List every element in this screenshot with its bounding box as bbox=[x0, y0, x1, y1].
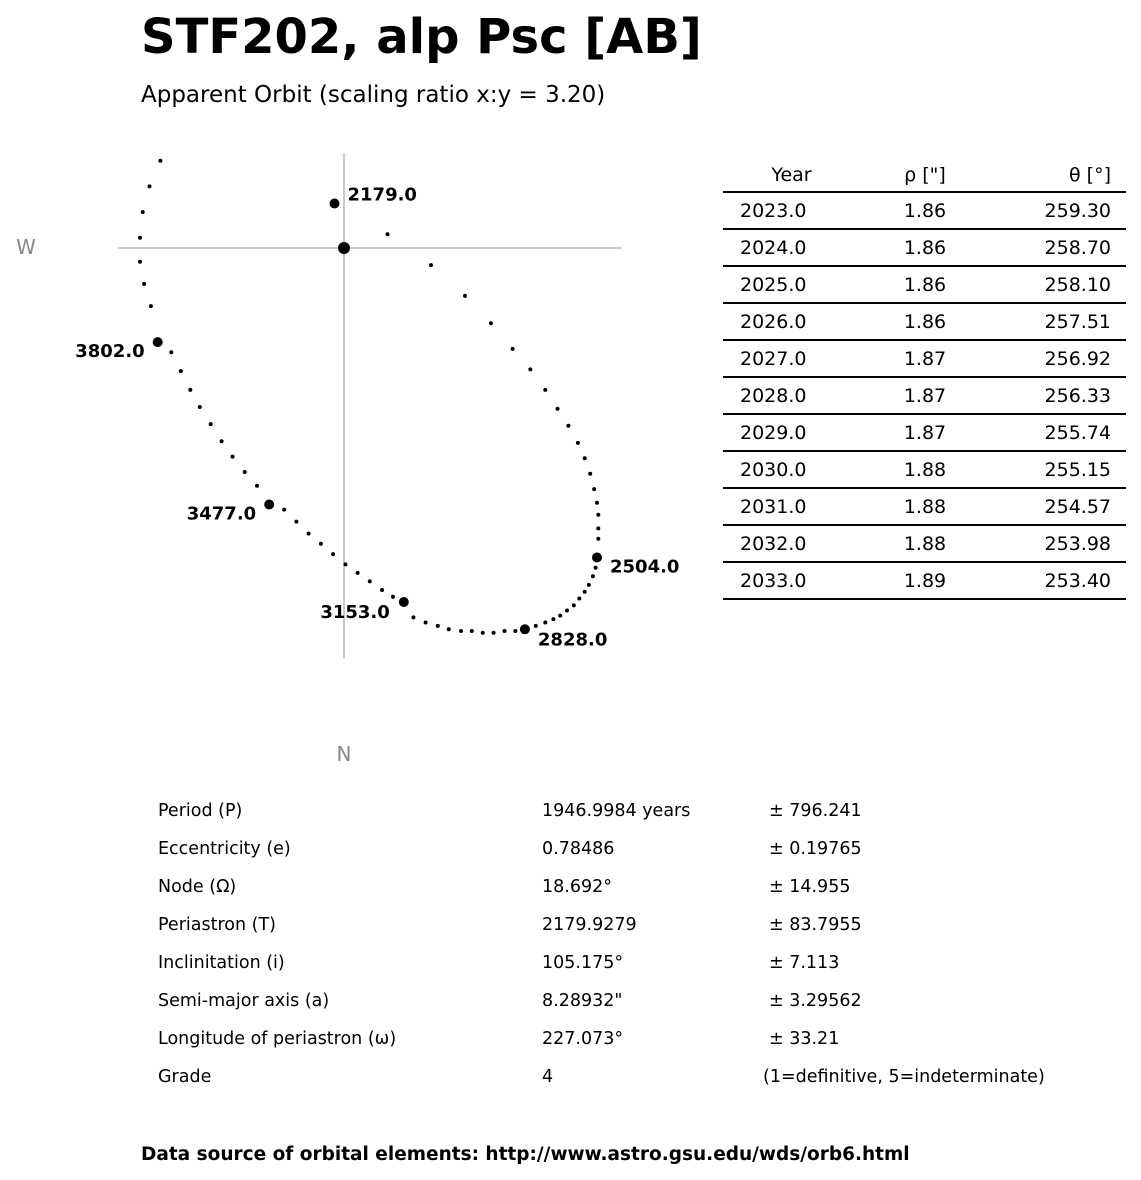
cell-theta: 254.57 bbox=[990, 488, 1126, 525]
element-value: 1946.9984 years bbox=[542, 801, 691, 821]
element-value: 4 bbox=[542, 1067, 554, 1087]
orbit-point bbox=[503, 629, 507, 633]
epoch-marker bbox=[399, 597, 409, 607]
orbit-point bbox=[380, 588, 384, 592]
cell-theta: 258.10 bbox=[990, 266, 1126, 303]
cell-rho: 1.88 bbox=[860, 525, 990, 562]
orbit-point bbox=[307, 532, 311, 536]
table-header-row bbox=[723, 158, 1126, 192]
epoch-marker bbox=[264, 500, 274, 510]
element-error: ± 796.241 bbox=[769, 801, 862, 821]
cell-year: 2029.0 bbox=[723, 414, 860, 451]
orbit-point bbox=[534, 624, 538, 628]
element-label: Semi-major axis (a) bbox=[158, 991, 330, 1011]
orbit-point bbox=[596, 537, 600, 541]
epoch-marker bbox=[592, 553, 602, 563]
orbit-point bbox=[231, 455, 235, 459]
cell-rho: 1.86 bbox=[860, 266, 990, 303]
table-row bbox=[723, 340, 1126, 377]
orbit-point bbox=[588, 472, 592, 476]
orbit-point bbox=[331, 552, 335, 556]
cell-theta: 259.30 bbox=[990, 192, 1126, 229]
orbital-element-row bbox=[158, 1021, 1118, 1059]
orbit-point bbox=[489, 321, 493, 325]
cell-rho: 1.87 bbox=[860, 340, 990, 377]
cell-year: 2026.0 bbox=[723, 303, 860, 340]
orbital-element-row bbox=[158, 907, 1118, 945]
cell-year: 2031.0 bbox=[723, 488, 860, 525]
cell-theta: 257.51 bbox=[990, 303, 1126, 340]
orbit-point bbox=[179, 369, 183, 373]
orbit-point bbox=[463, 294, 467, 298]
primary-star-marker bbox=[338, 242, 350, 254]
element-value: 18.692° bbox=[542, 877, 612, 897]
orbital-element-row bbox=[158, 945, 1118, 983]
orbit-point bbox=[148, 184, 152, 188]
header-theta: θ [°] bbox=[990, 158, 1126, 192]
page-title: STF202, alp Psc [AB] bbox=[141, 9, 702, 65]
orbit-point bbox=[481, 631, 485, 635]
table-row bbox=[723, 377, 1126, 414]
cell-theta: 255.15 bbox=[990, 451, 1126, 488]
orbital-element-row bbox=[158, 1059, 1118, 1097]
cell-theta: 256.33 bbox=[990, 377, 1126, 414]
cell-theta: 258.70 bbox=[990, 229, 1126, 266]
orbit-point bbox=[513, 629, 517, 633]
orbit-point bbox=[566, 424, 570, 428]
cell-rho: 1.88 bbox=[860, 488, 990, 525]
orbit-point bbox=[411, 615, 415, 619]
orbit-point bbox=[142, 282, 146, 286]
epoch-marker bbox=[153, 337, 163, 347]
element-label: Longitude of periastron (ω) bbox=[158, 1029, 397, 1049]
epoch-marker bbox=[330, 199, 340, 209]
orbit-point bbox=[141, 210, 145, 214]
table-row bbox=[723, 562, 1126, 599]
orbit-point bbox=[198, 405, 202, 409]
orbit-point bbox=[209, 422, 213, 426]
orbit-point bbox=[558, 614, 562, 618]
element-error: ± 83.7955 bbox=[769, 915, 862, 935]
cell-year: 2033.0 bbox=[723, 562, 860, 599]
orbit-point bbox=[591, 574, 595, 578]
cell-year: 2030.0 bbox=[723, 451, 860, 488]
orbit-point bbox=[583, 456, 587, 460]
epoch-label: 2828.0 bbox=[537, 629, 608, 651]
orbit-point bbox=[528, 367, 532, 371]
cell-year: 2025.0 bbox=[723, 266, 860, 303]
orbit-point bbox=[576, 441, 580, 445]
orbit-point bbox=[543, 388, 547, 392]
element-error: ± 7.113 bbox=[769, 953, 840, 973]
orbit-points-group bbox=[138, 140, 600, 635]
table-row bbox=[723, 192, 1126, 229]
cell-year: 2024.0 bbox=[723, 229, 860, 266]
orbit-point bbox=[424, 621, 428, 625]
epoch-points-group bbox=[75, 185, 679, 651]
element-label: Grade bbox=[158, 1067, 212, 1087]
epoch-label: 3477.0 bbox=[186, 503, 257, 525]
orbit-point bbox=[368, 579, 372, 583]
orbit-point bbox=[429, 263, 433, 267]
orbit-point bbox=[386, 232, 390, 236]
epoch-label: 2179.0 bbox=[347, 184, 417, 206]
orbit-point bbox=[543, 621, 547, 625]
orbit-point bbox=[343, 562, 347, 566]
orbit-point bbox=[356, 571, 360, 575]
cell-rho: 1.87 bbox=[860, 414, 990, 451]
orbit-point bbox=[583, 590, 587, 594]
element-error: ± 33.21 bbox=[769, 1029, 840, 1049]
table-row bbox=[723, 525, 1126, 562]
header-rho: ρ ["] bbox=[860, 158, 990, 192]
compass-north-label: N bbox=[336, 742, 352, 766]
element-error: ± 14.955 bbox=[769, 877, 851, 897]
cell-rho: 1.87 bbox=[860, 377, 990, 414]
element-label: Eccentricity (e) bbox=[158, 839, 291, 859]
orbit-point bbox=[319, 542, 323, 546]
orbit-point bbox=[511, 347, 515, 351]
cell-theta: 255.74 bbox=[990, 414, 1126, 451]
header-year: Year bbox=[723, 158, 860, 192]
cell-rho: 1.86 bbox=[860, 192, 990, 229]
element-label: Period (P) bbox=[158, 801, 243, 821]
cell-year: 2028.0 bbox=[723, 377, 860, 414]
orbit-point bbox=[294, 520, 298, 524]
epoch-marker bbox=[520, 624, 530, 634]
cell-theta: 256.92 bbox=[990, 340, 1126, 377]
orbit-point bbox=[255, 484, 259, 488]
element-error: ± 0.19765 bbox=[769, 839, 862, 859]
orbit-point bbox=[138, 260, 142, 264]
orbit-point bbox=[243, 470, 247, 474]
orbital-element-row bbox=[158, 831, 1118, 869]
epoch-label: 2504.0 bbox=[610, 556, 680, 578]
cell-rho: 1.86 bbox=[860, 303, 990, 340]
orbit-point bbox=[587, 583, 591, 587]
cell-year: 2032.0 bbox=[723, 525, 860, 562]
table-row bbox=[723, 414, 1126, 451]
element-value: 105.175° bbox=[542, 953, 624, 973]
epoch-label: 3802.0 bbox=[75, 341, 145, 363]
orbit-point bbox=[596, 526, 600, 530]
element-label: Inclinitation (i) bbox=[158, 953, 285, 973]
compass-west-label: W bbox=[16, 235, 36, 259]
orbit-point bbox=[138, 236, 142, 240]
element-value: 2179.9279 bbox=[542, 915, 637, 935]
orbit-point bbox=[551, 617, 555, 621]
orbit-point bbox=[572, 603, 576, 607]
orbit-point bbox=[149, 304, 153, 308]
cell-theta: 253.98 bbox=[990, 525, 1126, 562]
table-row bbox=[723, 266, 1126, 303]
ephemeris-table bbox=[723, 158, 1126, 600]
element-value: 0.78486 bbox=[542, 839, 615, 859]
element-label: Node (Ω) bbox=[158, 877, 237, 897]
orbit-point bbox=[470, 629, 474, 633]
element-error: (1=definitive, 5=indeterminate) bbox=[763, 1067, 1045, 1087]
orbit-point bbox=[595, 501, 599, 505]
orbit-point bbox=[158, 159, 162, 163]
orbit-point bbox=[556, 407, 560, 411]
cell-year: 2023.0 bbox=[723, 192, 860, 229]
cell-year: 2027.0 bbox=[723, 340, 860, 377]
orbit-point bbox=[391, 595, 395, 599]
element-value: 227.073° bbox=[542, 1029, 624, 1049]
orbit-point bbox=[447, 627, 451, 631]
cell-rho: 1.89 bbox=[860, 562, 990, 599]
chart-subtitle: Apparent Orbit (scaling ratio x:y = 3.20) bbox=[141, 82, 606, 108]
orbit-point bbox=[220, 439, 224, 443]
orbit-point bbox=[565, 609, 569, 613]
orbit-point bbox=[592, 487, 596, 491]
data-source-footer: Data source of orbital elements: http://www.astro.gsu.edu/wds/orb6.html bbox=[141, 1144, 910, 1165]
orbit-point bbox=[188, 388, 192, 392]
cell-rho: 1.88 bbox=[860, 451, 990, 488]
orbit-point bbox=[282, 508, 286, 512]
orbit-point bbox=[459, 629, 463, 633]
cell-theta: 253.40 bbox=[990, 562, 1126, 599]
orbital-element-row bbox=[158, 793, 1118, 831]
orbit-point bbox=[577, 597, 581, 601]
element-error: ± 3.29562 bbox=[769, 991, 862, 1011]
table-row bbox=[723, 229, 1126, 266]
orbit-point bbox=[436, 624, 440, 628]
element-label: Periastron (T) bbox=[158, 915, 276, 935]
orbital-element-row bbox=[158, 983, 1118, 1021]
orbit-point bbox=[596, 513, 600, 517]
table-row bbox=[723, 303, 1126, 340]
cell-rho: 1.86 bbox=[860, 229, 990, 266]
orbit-chart bbox=[0, 140, 700, 780]
orbit-point bbox=[594, 566, 598, 570]
epoch-label: 3153.0 bbox=[320, 602, 390, 623]
orbital-element-row bbox=[158, 869, 1118, 907]
element-value: 8.28932" bbox=[542, 991, 623, 1011]
table-row bbox=[723, 451, 1126, 488]
orbital-elements-list bbox=[158, 793, 1118, 1097]
table-row bbox=[723, 488, 1126, 525]
orbit-point bbox=[169, 350, 173, 354]
orbit-point bbox=[492, 631, 496, 635]
